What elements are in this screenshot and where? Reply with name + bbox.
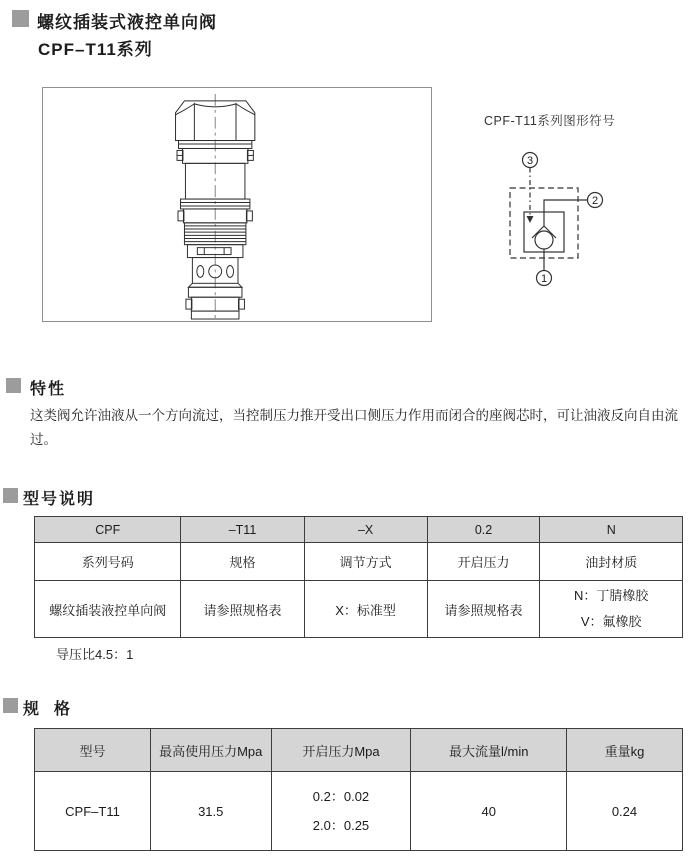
series-subtitle: CPF–T11系列	[38, 40, 153, 59]
port-1-number: 1	[540, 273, 548, 285]
code-cell: CPF	[35, 517, 181, 543]
desc-cell: 螺纹插装液控单向阀	[35, 581, 181, 638]
spec-opening-pressure-cell	[271, 772, 411, 851]
desc-cell: X：标准型	[304, 581, 427, 638]
features-heading: 特性	[30, 381, 67, 398]
hydraulic-symbol	[470, 128, 650, 300]
check-ball	[535, 231, 553, 249]
spec-data-row	[35, 772, 683, 851]
valve-drawing-frame	[42, 87, 432, 322]
valve-drawing	[43, 88, 431, 321]
spec-max-flow-cell: 40	[411, 772, 567, 851]
spec-table	[34, 728, 683, 851]
label-cell: 开启压力	[427, 543, 540, 581]
desc-cell: 请参照规格表	[181, 581, 304, 638]
pilot-ratio-note: 导压比4.5：1	[56, 647, 134, 662]
code-cell: –X	[304, 517, 427, 543]
model-label-row	[35, 543, 683, 581]
symbol-label: CPF-T11系列图形符号	[484, 114, 616, 128]
port-3-number: 3	[526, 155, 534, 167]
column-header: 最高使用压力Mpa	[150, 729, 271, 772]
spec-model-cell: CPF–T11	[35, 772, 151, 851]
model-marker-square	[3, 488, 18, 503]
column-header: 型号	[35, 729, 151, 772]
label-cell: 系列号码	[35, 543, 181, 581]
spec-heading: 规 格	[23, 701, 72, 718]
opening-pressure-value: 0.2：0.02	[312, 789, 370, 804]
seal-options-cell	[540, 581, 683, 638]
code-cell: –T11	[181, 517, 304, 543]
model-code-row	[35, 517, 683, 543]
spec-header-row	[35, 729, 683, 772]
model-heading: 型号说明	[23, 491, 96, 508]
opening-pressure-value: 2.0：0.25	[312, 818, 370, 833]
port-2-number: 2	[591, 195, 599, 207]
label-cell: 规格	[181, 543, 304, 581]
pilot-arrow	[527, 216, 534, 223]
label-cell: 调节方式	[304, 543, 427, 581]
features-marker-square	[6, 378, 21, 393]
column-header: 开启压力Mpa	[271, 729, 411, 772]
code-cell: N	[540, 517, 683, 543]
column-header: 重量kg	[566, 729, 682, 772]
spec-marker-square	[3, 698, 18, 713]
spec-weight-cell: 0.24	[566, 772, 682, 851]
seal-option: V：氟橡胶	[580, 614, 642, 629]
desc-cell: 请参照规格表	[427, 581, 540, 638]
seal-option: N：丁腈橡胶	[574, 588, 649, 603]
title-marker-square	[12, 10, 29, 27]
code-cell: 0.2	[427, 517, 540, 543]
page-title: 螺纹插装式液控单向阀	[37, 13, 217, 32]
label-cell: 油封材质	[540, 543, 683, 581]
model-desc-row	[35, 581, 683, 638]
column-header: 最大流量l/min	[411, 729, 567, 772]
model-code-table	[34, 516, 683, 638]
features-body: 这类阀允许油液从一个方向流过，当控制压力推开受出口侧压力作用而闭合的座阀芯时，可让油液反向自由流过。	[30, 408, 678, 447]
spec-max-pressure-cell: 31.5	[150, 772, 271, 851]
